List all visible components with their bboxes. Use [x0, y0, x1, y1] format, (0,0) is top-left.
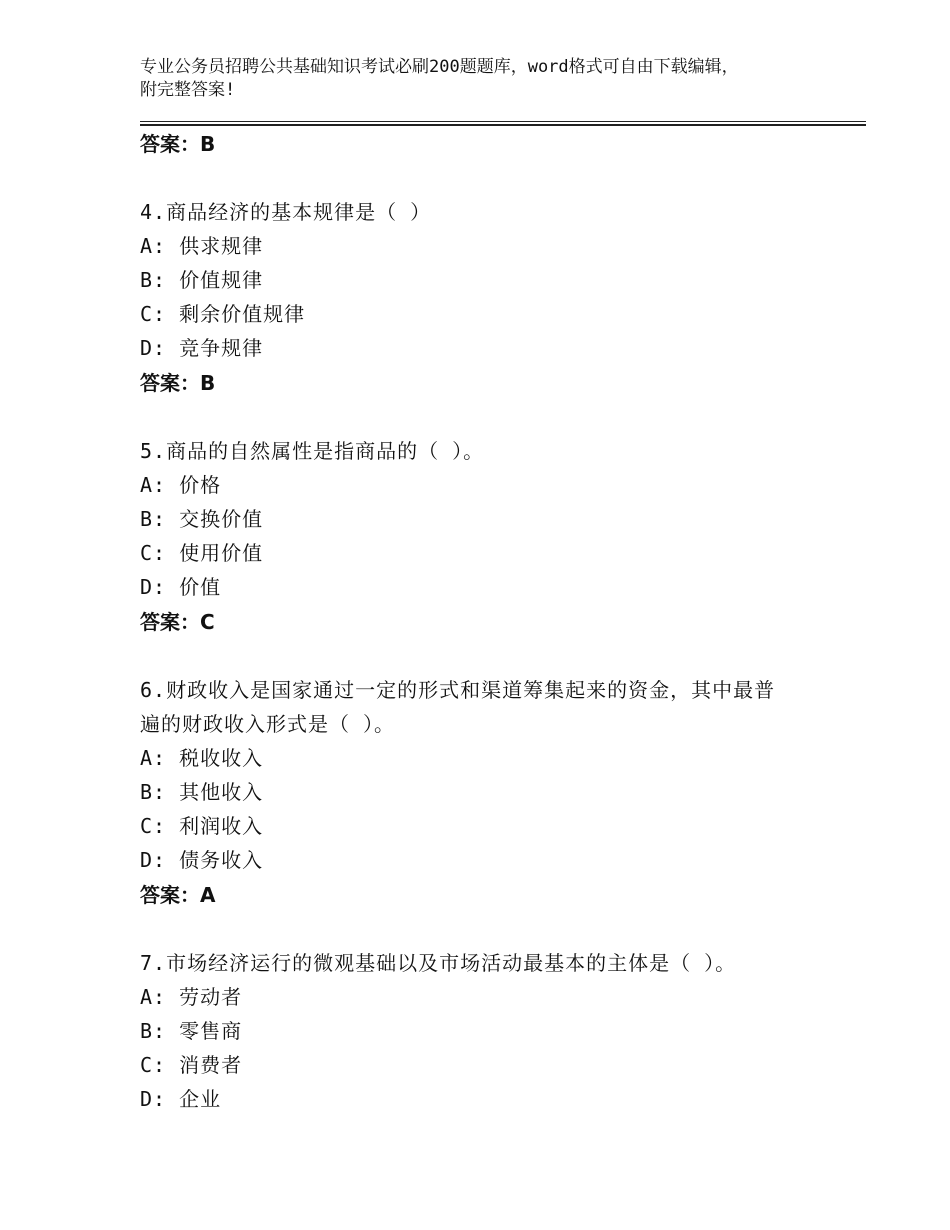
option-b: B: 零售商 — [140, 1019, 243, 1043]
answer-line: 答案：B — [140, 371, 216, 395]
answer-line: 答案：C — [140, 610, 215, 634]
question-stem: 6.财政收入是国家通过一定的形式和渠道筹集起来的资金，其中最普 — [140, 678, 776, 702]
header-divider — [140, 121, 866, 122]
question-stem: 4.商品经济的基本规律是（ ） — [140, 200, 432, 224]
document-header — [140, 56, 820, 102]
question-stem: 7.市场经济运行的微观基础以及市场活动最基本的主体是（ ）。 — [140, 951, 737, 975]
option-b: B: 价值规律 — [140, 268, 264, 292]
header-line: 专业公务员招聘公共基础知识考试必刷200题题库，word格式可自由下载编辑， — [140, 57, 739, 77]
header-line: 附完整答案! — [140, 80, 236, 100]
option-a: A: 税收收入 — [140, 746, 264, 770]
option-c: C: 使用价值 — [140, 541, 264, 565]
option-d: D: 竞争规律 — [140, 336, 264, 360]
option-b: B: 交换价值 — [140, 507, 264, 531]
header-divider — [140, 124, 866, 126]
option-d: D: 债务收入 — [140, 848, 264, 872]
answer-line: 答案：A — [140, 883, 216, 907]
option-d: D: 企业 — [140, 1087, 222, 1111]
option-a: A: 供求规律 — [140, 234, 264, 258]
option-a: A: 劳动者 — [140, 985, 243, 1009]
option-b: B: 其他收入 — [140, 780, 264, 804]
question-stem: 遍的财政收入形式是（ ）。 — [140, 712, 396, 736]
option-c: C: 消费者 — [140, 1053, 243, 1077]
option-d: D: 价值 — [140, 575, 222, 599]
question-stem: 5.商品的自然属性是指商品的（ ）。 — [140, 439, 485, 463]
option-c: C: 剩余价值规律 — [140, 302, 306, 326]
answer-line: 答案：B — [140, 132, 216, 156]
option-c: C: 利润收入 — [140, 814, 264, 838]
option-a: A: 价格 — [140, 473, 222, 497]
